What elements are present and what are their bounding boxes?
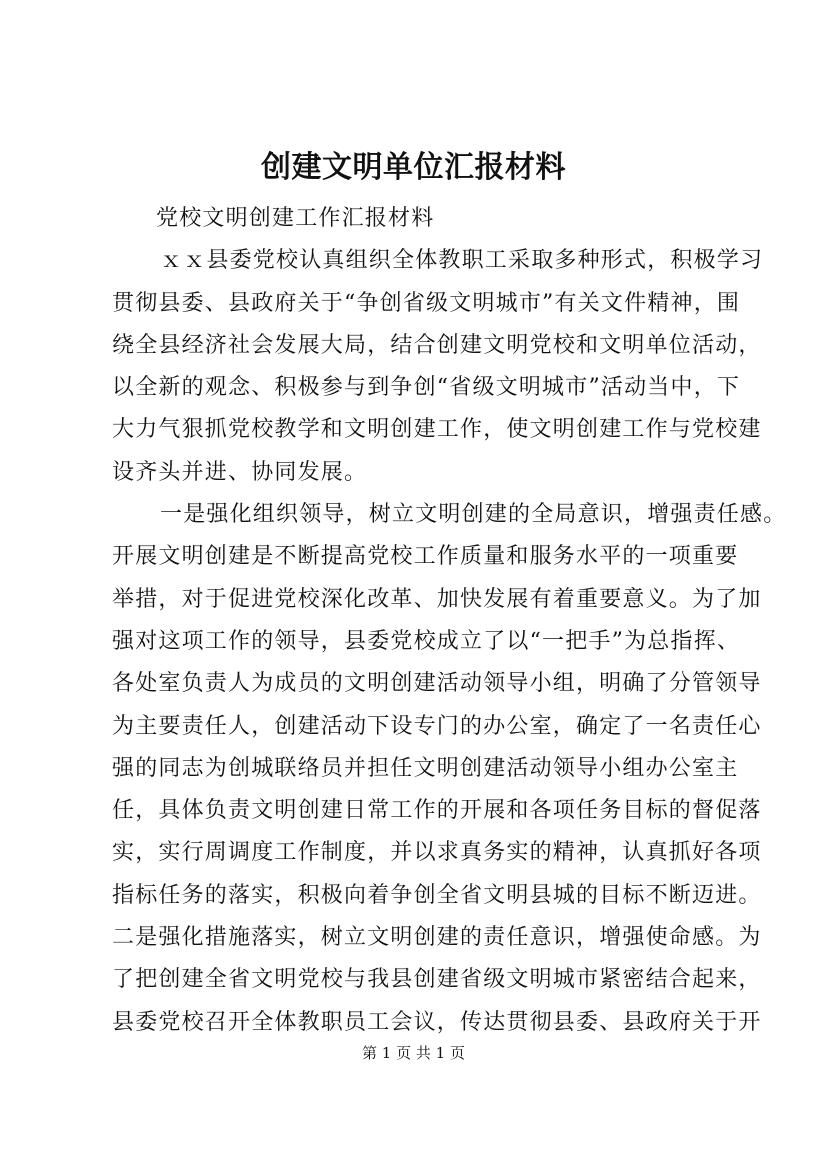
document-title: 创建文明单位汇报材料 xyxy=(261,150,566,185)
body-line: 贯彻县委、县政府关于“争创省级文明城市”有关文件精神，围 xyxy=(112,290,741,316)
body-line: 设齐头并进、协同发展。 xyxy=(112,459,368,485)
body-line: 以全新的观念、积极参与到争创“省级文明城市”活动当中，下 xyxy=(112,375,741,401)
body-line: 强对这项工作的领导，县委党校成立了以“一把手”为总指挥、 xyxy=(112,628,741,654)
body-line: 举措，对于促进党校深化改革、加快发展有着重要意义。为了加 xyxy=(112,586,762,612)
body-line: 绕全县经济社会发展大局，结合创建文明党校和文明单位活动， xyxy=(112,332,762,358)
body-line: 大力气狠抓党校教学和文明创建工作，使文明创建工作与党校建 xyxy=(112,417,762,443)
body-line: ｘｘ县委党校认真组织全体教职工采取多种形式，积极学习 xyxy=(160,248,764,274)
body-line: 任，具体负责文明创建日常工作的开展和各项任务目标的督促落 xyxy=(112,798,762,824)
body-line: 了把创建全省文明党校与我县创建省级文明城市紧密结合起来， xyxy=(112,967,762,993)
body-line: 强的同志为创城联络员并担任文明创建活动领导小组办公室主 xyxy=(112,755,739,781)
body-line: 二是强化措施落实，树立文明创建的责任意识，增强使命感。为 xyxy=(112,925,762,951)
body-subtitle-line: 党校文明创建工作汇报材料 xyxy=(156,206,435,231)
body-line: 实，实行周调度工作制度，并以求真务实的精神，认真抓好各项 xyxy=(112,840,762,866)
body-line: 开展文明创建是不断提高党校工作质量和服务水平的一项重要 xyxy=(112,544,739,570)
body-line: 为主要责任人，创建活动下设专门的办公室，确定了一名责任心 xyxy=(112,713,762,739)
body-line: 指标任务的落实，积极向着争创全省文明县城的目标不断迈进。 xyxy=(112,882,762,908)
body-line: 县委党校召开全体教职员工会议，传达贯彻县委、县政府关于开 xyxy=(112,1009,762,1035)
body-line: 一是强化组织领导，树立文明创建的全局意识，增强责任感。 xyxy=(160,502,787,528)
body-line: 各处室负责人为成员的文明创建活动领导小组，明确了分管领导 xyxy=(112,671,762,697)
document-body xyxy=(112,198,787,1044)
page-number-footer: 第 1 页 共 1 页 xyxy=(362,1044,465,1062)
